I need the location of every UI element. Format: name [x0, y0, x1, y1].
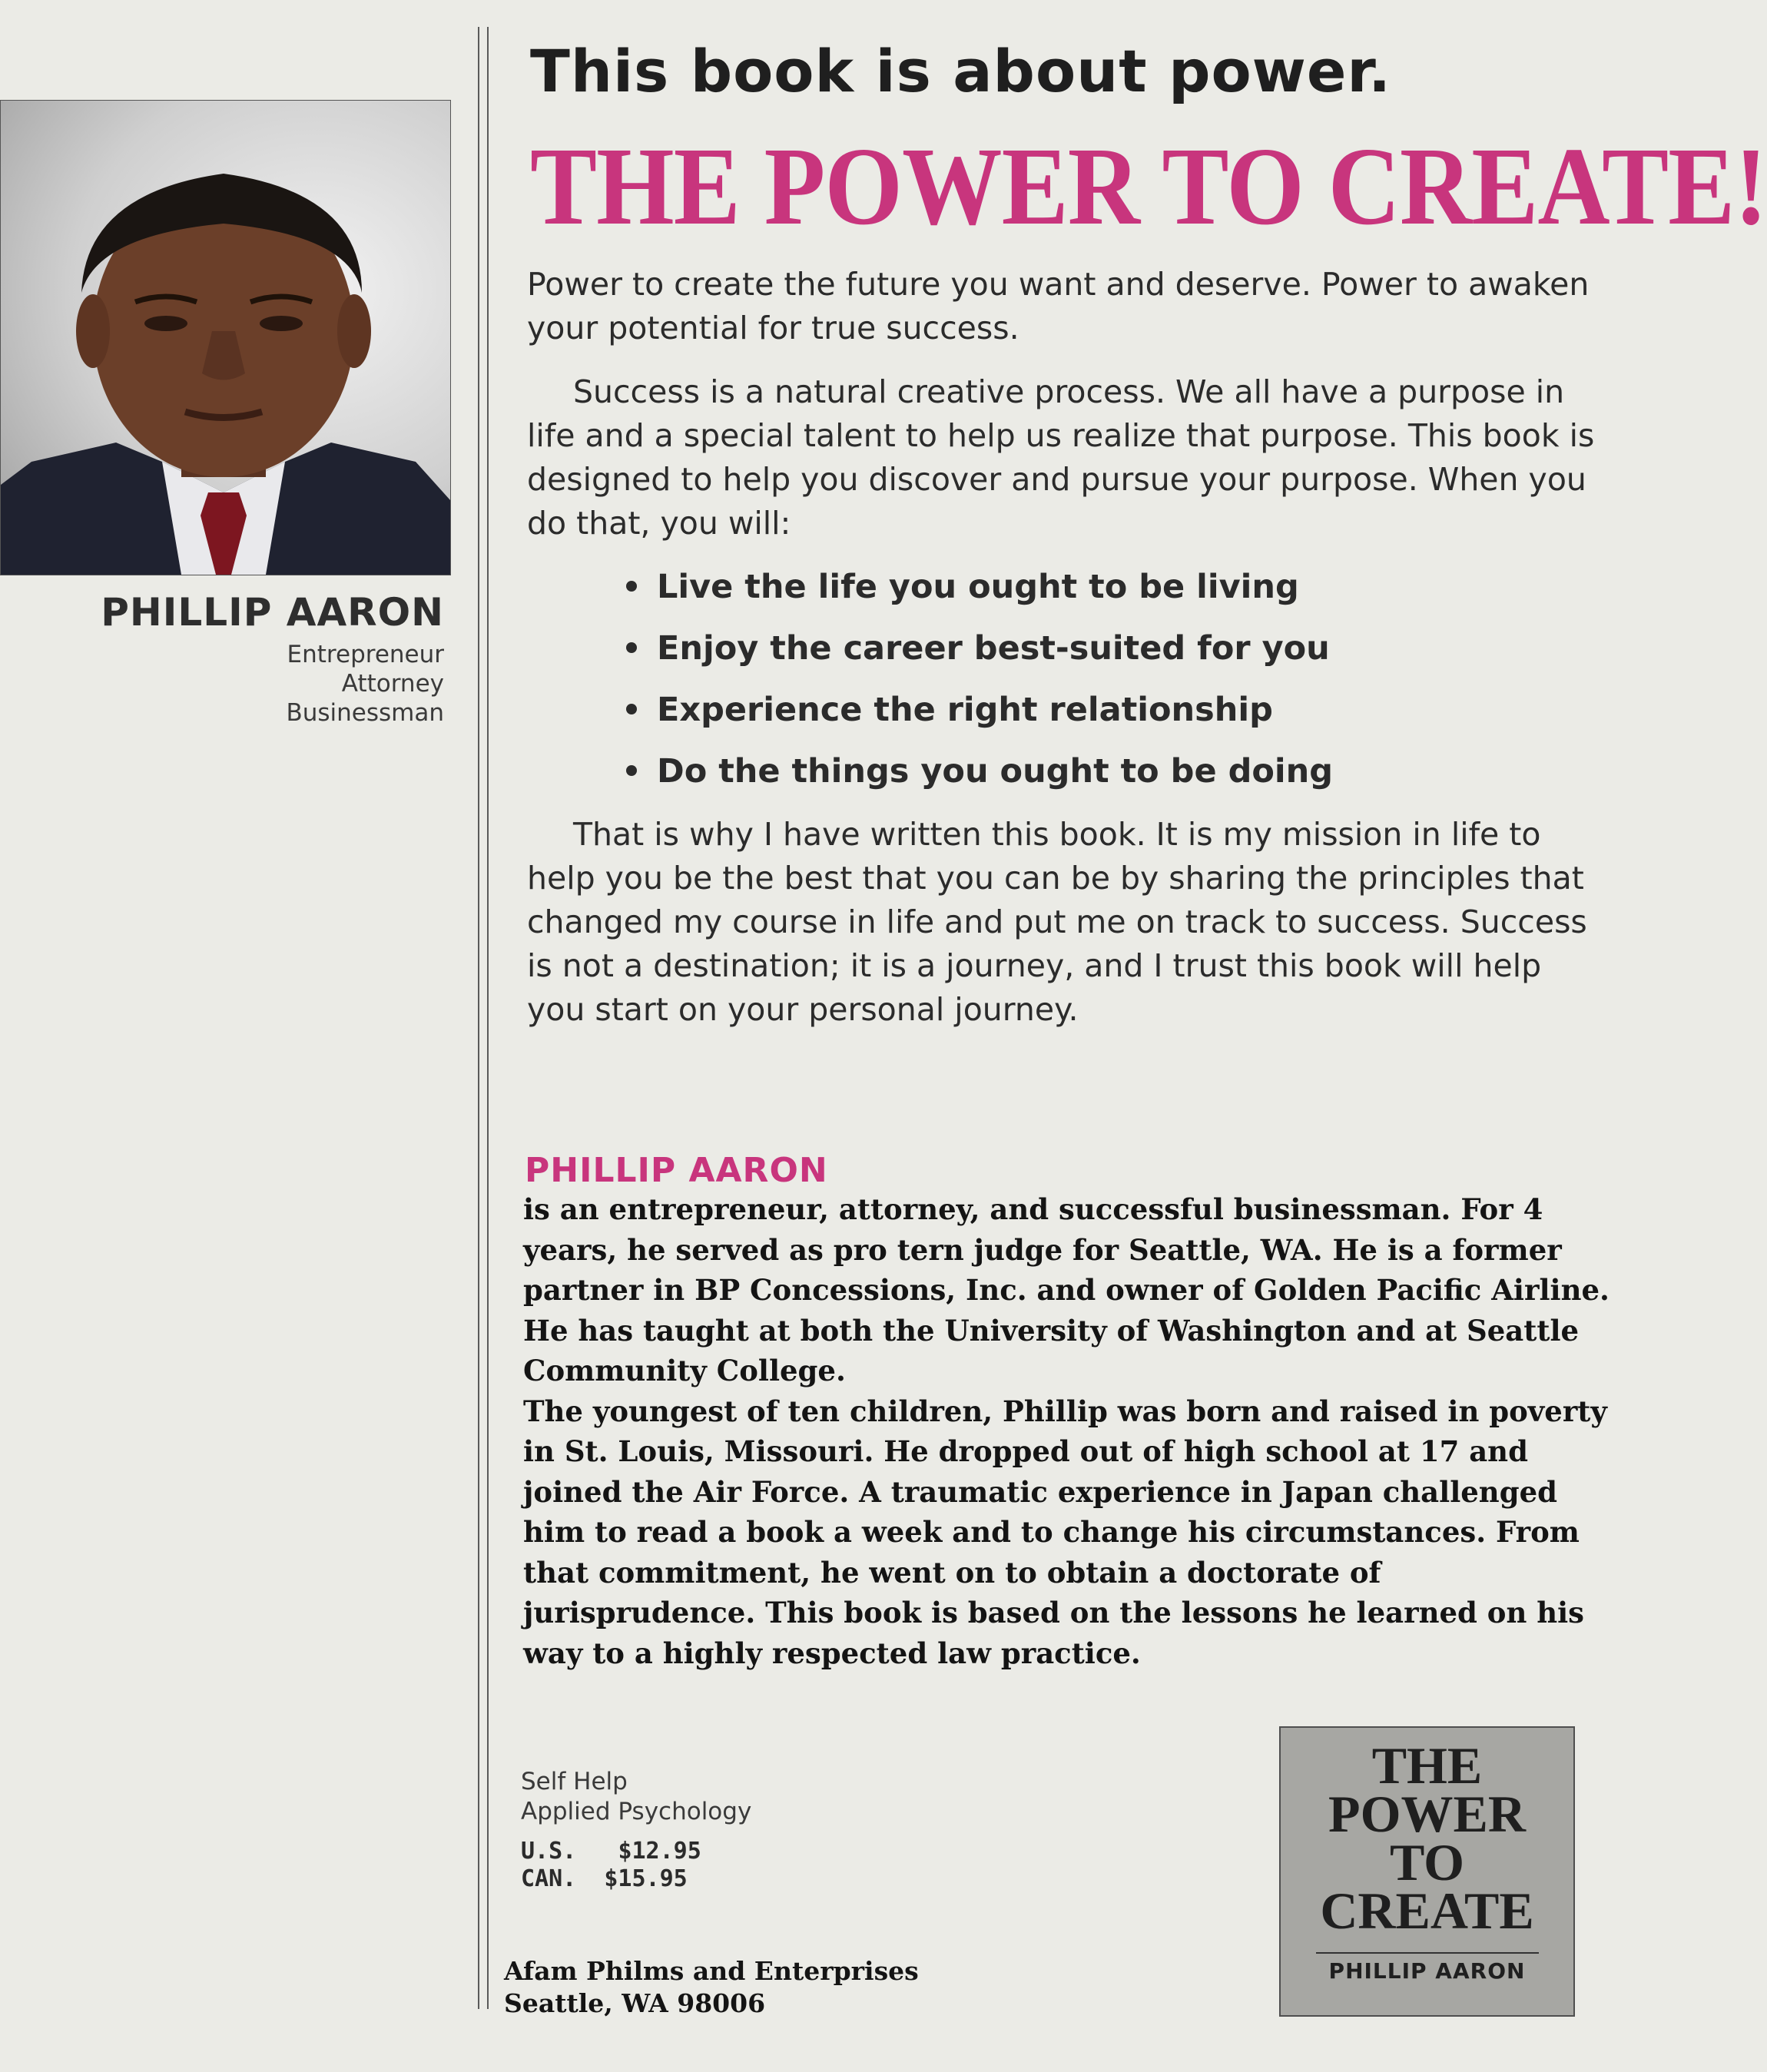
benefits-list	[626, 562, 1333, 808]
benefit-text: Do the things you ought to be doing	[657, 752, 1334, 791]
benefit-text: Live the life you ought to be living	[657, 568, 1299, 606]
mini-title-line: TO	[1389, 1833, 1465, 1891]
publisher-address: Seattle, WA 98006	[504, 1988, 766, 2018]
bio-paragraph: The youngest of ten children, Phillip was born and raised in poverty in St. Louis, Missouri. He dropped out of high school at 17 and joined the Air Force. A traumatic experience in Japan challenged him to read a book a week and to change his circumstances. From that commitment, he went on to obtain a doctorate of jurisprudence. This book is based on the lessons he learned on his way to a highly respected law practice.	[523, 1394, 1607, 1670]
price-list	[521, 1838, 701, 1893]
benefit-text: Experience the right relationship	[657, 691, 1273, 729]
author-portrait-illustration	[1, 101, 450, 575]
mini-title-line: THE	[1371, 1736, 1483, 1795]
price-amount: $15.95	[604, 1865, 688, 1892]
mini-title-line: POWER	[1328, 1785, 1526, 1843]
benefit-text: Enjoy the career best-suited for you	[657, 629, 1330, 668]
price-region: CAN.	[521, 1865, 577, 1892]
divider-line	[487, 27, 489, 2009]
list-item	[626, 624, 1333, 685]
mission-paragraph: That is why I have written this book. It is my mission in life to help you be the best that you can be by sharing the principles that changed my course in life and put me on track to success. Success is not a destination; it is a journey, and I trust this book will help you start on your personal journey.	[527, 816, 1587, 1028]
book-categories	[521, 1767, 751, 1827]
list-item	[626, 685, 1333, 747]
intro-paragraph: Power to create the future you want and deserve. Power to awaken your potential for true success.	[527, 266, 1590, 346]
price-amount: $12.95	[618, 1838, 701, 1865]
list-item	[626, 562, 1333, 624]
mini-cover-title	[1281, 1736, 1573, 1940]
author-role: Attorney	[341, 670, 444, 698]
bio-name: PHILLIP AARON	[525, 1151, 828, 1190]
publisher-name: Afam Philms and Enterprises	[504, 1956, 919, 1986]
category-label: Applied Psychology	[521, 1798, 752, 1825]
author-bio	[523, 1189, 1614, 1673]
author-roles	[0, 640, 444, 728]
category-label: Self Help	[521, 1768, 628, 1795]
price-row	[521, 1838, 701, 1865]
mini-title-line: CREATE	[1320, 1881, 1534, 1940]
mini-book-cover	[1279, 1726, 1575, 2017]
bullet-icon	[626, 765, 637, 776]
author-photo	[0, 100, 451, 575]
price-row	[521, 1865, 701, 1893]
mini-cover-rule	[1316, 1952, 1539, 1954]
author-role: Businessman	[286, 699, 444, 727]
publisher-info	[504, 1955, 919, 2020]
success-paragraph: Success is a natural creative process. We all have a purpose in life and a special talent to help us realize that purpose. This book is designed to help you discover and pursue your purpose. When you do that, you will:	[527, 373, 1595, 542]
price-region: U.S.	[521, 1838, 577, 1865]
tagline: This book is about power.	[530, 37, 1391, 105]
bio-paragraph: is an entrepreneur, attorney, and successful businessman. For 4 years, he served as pro tern judge for Seattle, WA. He is a former partner in BP Concessions, Inc. and owner of Golden Pacific Airline. He has taught at both the University of Washington and at Seattle Community College.	[523, 1192, 1610, 1387]
bullet-icon	[626, 581, 637, 592]
bullet-icon	[626, 642, 637, 653]
bullet-icon	[626, 704, 637, 714]
author-name: PHILLIP AARON	[101, 590, 444, 635]
author-role: Entrepreneur	[287, 641, 444, 668]
mini-cover-author: PHILLIP AARON	[1328, 1958, 1526, 1984]
list-item	[626, 747, 1333, 808]
divider-line	[478, 27, 479, 2009]
headline: THE POWER TO CREATE!	[530, 125, 1767, 248]
